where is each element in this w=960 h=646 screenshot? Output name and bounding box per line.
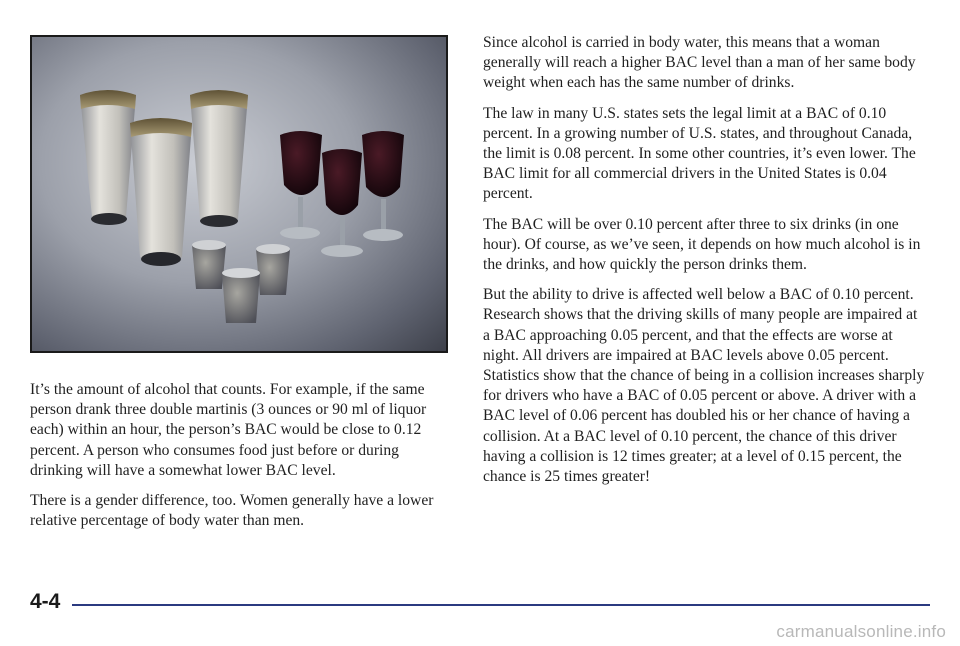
paragraph: There is a gender difference, too. Women generally have a lower relative percentage of body water than men. bbox=[30, 492, 434, 530]
shot-glass-front bbox=[222, 268, 260, 323]
paragraph: The law in many U.S. states sets the legal limit at a BAC of 0.10 percent. In a growing number of U.S. states, and throughout Canada, the limit is 0.08 percent. In some other countries, it’s even lower. The BAC limit for all commercial drivers in the United States is 0.04 percent. bbox=[483, 104, 916, 203]
wine-glass-right bbox=[362, 131, 404, 241]
wine-glass-middle bbox=[321, 149, 363, 257]
paragraph: The BAC will be over 0.10 percent after three to six drinks (in one hour). Of course, as we’ve seen, it depends on how much alcohol is in the drinks, and how quickly the person drinks them. bbox=[483, 215, 921, 274]
drinks-illustration bbox=[32, 37, 446, 351]
page-number: 4-4 bbox=[30, 590, 61, 613]
paragraph: Since alcohol is carried in body water, this means that a woman generally will reach a higher BAC level than a man of her same body weight when each has the same number of drinks. bbox=[483, 34, 916, 92]
footer-rule bbox=[72, 604, 930, 606]
watermark: carmanualsonline.info bbox=[776, 622, 946, 641]
wine-glass-left bbox=[280, 131, 322, 239]
shot-glass-left bbox=[192, 240, 226, 289]
paragraph: But the ability to drive is affected well below a BAC of 0.10 percent. Research shows that the driving skills of many people are impaired at a BAC approaching 0.05 percent, and that the effects are worse at night. All drivers are impaired at BAC levels above 0.05 percent. Statistics show that the chance of being in a collision increases sharply for drivers who have a BAC of 0.05 percent or above. A driver with a BAC level of 0.06 percent has doubled his or her chance of having a collision. At a BAC level of 0.10 percent, the chance of this driver having a collision is 12 times greater; at a level of 0.15 percent, the chance is 25 times greater! bbox=[483, 286, 925, 486]
drinks-photo bbox=[30, 35, 448, 353]
left-column-text bbox=[30, 380, 455, 541]
right-column-text bbox=[483, 33, 928, 497]
paragraph: It’s the amount of alcohol that counts. For example, if the same person drank three double martinis (3 ounces or 90 ml of liquor each) within an hour, the person’s BAC would be close to 0.12 percent. A person who consumes food just before or during drinking will have a somewhat lower BAC level. bbox=[30, 381, 427, 479]
tall-glass-left bbox=[80, 90, 136, 225]
tall-glass-middle bbox=[130, 118, 192, 266]
tall-glass-right bbox=[190, 90, 248, 227]
shot-glass-right bbox=[256, 244, 290, 295]
